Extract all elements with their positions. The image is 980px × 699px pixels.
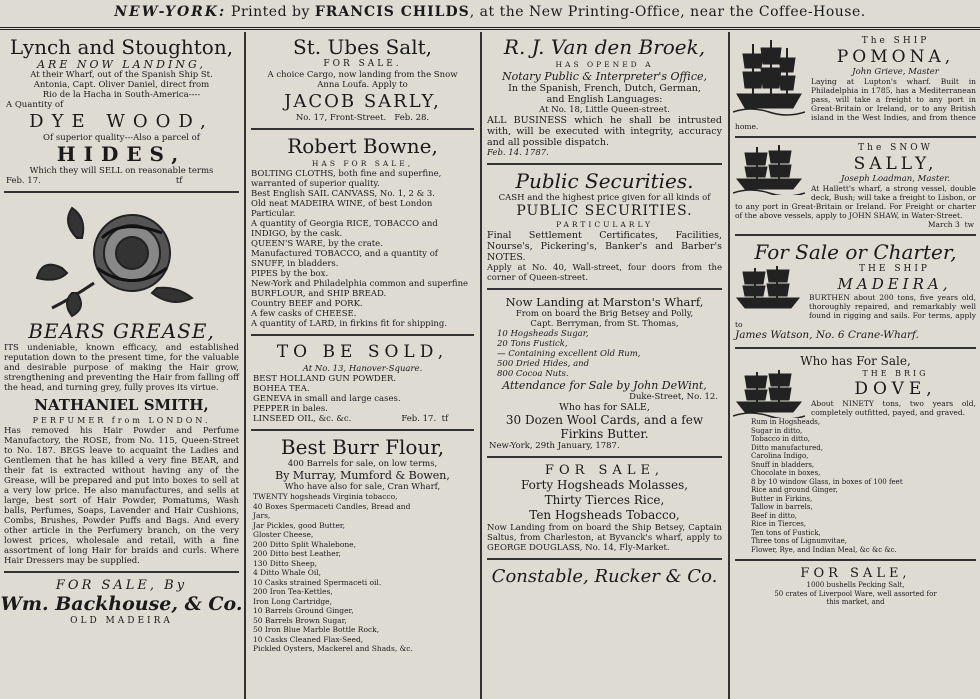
ad-line: Which they will SELL on reasonable terms — [29, 166, 214, 176]
ad-text: ITS undeniable, known efficacy, and established reputation down to the present time, for the valuable and desirable purpose of making the Hair grow, strengthening and preventing the Hair from falling off the head, and turning grey, fully proves its virtue. — [4, 343, 239, 393]
ad-line: 50 crates of Liverpool Ware, well assorted for — [774, 589, 937, 598]
ad-line: OLD MADEIRA — [70, 616, 173, 626]
rose-woodcut-icon — [32, 198, 212, 318]
ad-name: JACOB SARLY, — [284, 91, 441, 112]
ad-divider — [487, 558, 722, 560]
list-item — [253, 414, 472, 424]
ad-subtitle: THE BRIG — [862, 369, 929, 378]
ad-subtitle: PARTICULARLY — [556, 220, 653, 229]
list-item: 20 Tons Fustick, — [497, 339, 568, 349]
ad-title: BEARS GREASE, — [28, 319, 215, 343]
ad-text: Laying at Lupton's wharf. Built in Philadelphia in 1785, has a Mediterranean pass, will take a freight to any port in Great-Britain or Ireland, or to any British island in the West Indies, and from thence home. — [735, 77, 976, 131]
ad-title: Lynch and Stoughton, — [9, 36, 234, 59]
list-item: Butter in Firkins, — [751, 494, 813, 503]
column-3 — [483, 36, 726, 699]
list-item: BOHEA TEA. — [253, 384, 310, 394]
list-item: Tobacco in ditto, — [751, 435, 811, 443]
ad-mark: tf — [441, 414, 449, 424]
ship-woodcut-icon — [733, 368, 805, 418]
ad-item-list — [247, 374, 478, 424]
ad-title: FOR SALE, — [544, 463, 665, 478]
list-item: 800 Cocoa Nuts. — [497, 369, 569, 379]
ad-st-ubes-salt — [247, 36, 478, 123]
list-item: 200 Ditto Split Whalebone, — [253, 539, 356, 549]
ad-address: Duke-Street, No. 12. — [629, 392, 718, 402]
list-item: Carolina Indigo, — [751, 452, 809, 460]
column-2 — [247, 36, 478, 699]
ad-mark: tf — [175, 176, 183, 186]
ad-address: At No. 18, Little Queen-street. — [539, 105, 670, 115]
list-item: Sugar in ditto, — [751, 426, 803, 435]
ad-text: BURTHEN about 200 tons, five years old, thoroughly repaired, and remarkably well found in rigging and sails. For terms, apply to — [735, 293, 976, 329]
list-item: A quantity of Georgia RICE, TOBACCO and INDIGO, by the cask. — [251, 219, 438, 239]
ad-subtitle: FOR SALE, By — [55, 578, 188, 593]
list-item: 10 Casks strained Spermaceti oil. — [253, 577, 382, 587]
ad-dateline — [0, 176, 243, 186]
ad-address: No. 17, Front-Street. — [295, 113, 387, 123]
masthead-printer: FRANCIS CHILDS — [314, 4, 470, 20]
masthead-text: Printed by — [226, 4, 315, 20]
masthead-paper: NEW-YORK: — [114, 4, 227, 20]
ad-title: Wm. Backhouse, & Co. — [0, 593, 243, 615]
masthead — [0, 0, 980, 24]
ad-name: DOVE, — [854, 379, 937, 399]
list-item: 130 Ditto Sheep, — [253, 558, 318, 568]
list-item: 50 Iron Blue Marble Bottle Rock, — [253, 625, 380, 634]
list-item: Rice and ground Ginger, — [751, 486, 838, 494]
ad-text: ALL BUSINESS which he shall be intrusted with, will be executed with integrity, accuracy and all possible dispatch. — [487, 115, 722, 148]
list-item: 200 Iron Tea-Kettles, — [253, 587, 333, 596]
ad-line: Who have also for sale, Cran Wharf, — [284, 482, 441, 492]
list-item: PIPES by the box. — [251, 269, 329, 279]
ad-title: TO BE SOLD, — [276, 342, 449, 362]
ad-line: By Murray, Mumford & Bowen, — [275, 469, 450, 482]
list-item: 500 Dried Hides, and — [497, 359, 590, 369]
ad-madeira-charter — [731, 241, 980, 342]
list-item: Chocolate in boxes, — [751, 469, 821, 477]
ad-title: Best Burr Flour, — [280, 435, 445, 459]
list-item: 8 by 10 window Glass, in boxes of 100 feet — [751, 477, 903, 486]
ad-divider — [735, 234, 976, 236]
list-item: TWENTY hogsheads Virginia tobacco, — [253, 492, 398, 501]
ad-line: and English Languages: — [546, 94, 663, 105]
ad-line: Who has for SALE, — [559, 402, 650, 413]
ad-line: Thirty Tierces Rice, — [544, 493, 665, 507]
ad-snow-sally — [731, 143, 980, 229]
ad-date: Feb. 17. — [6, 176, 41, 186]
ad-address: Apply at No. 40, Wall-street, four doors from the corner of Queen-street. — [487, 263, 722, 283]
list-item: Manufactured TOBACCO, and a quantity of SNUFF, in bladders. — [251, 249, 438, 269]
ad-divider — [735, 347, 976, 349]
ad-date: Feb. 28. — [394, 113, 430, 123]
column-divider — [480, 32, 482, 699]
ad-text: Now Landing from on board the Ship Betsey, Captain Saltus, from Charleston, at Byvanck's wharf, apply to GEORGE DOUGLASS, No. 14, Fly-Market. — [487, 523, 722, 553]
ad-title: For Sale or Charter, — [754, 240, 957, 264]
ad-line: 1000 bushells Pecking Salt, — [806, 581, 905, 589]
list-item: Country BEEF and PORK. — [251, 299, 363, 309]
ad-product: DYE WOOD, — [29, 111, 214, 132]
list-item: Flower, Rye, and Indian Meal, &c &c &c. — [751, 545, 897, 554]
list-item: Jars, — [253, 511, 271, 520]
ad-line: Anna Loufa. Apply to — [317, 80, 408, 90]
masthead-text-2: , at the New Printing-Office, near the Coffee-House. — [469, 4, 866, 20]
ad-item-list — [247, 492, 478, 654]
ad-subtitle: THE SHIP — [859, 264, 930, 274]
ad-title: NATHANIEL SMITH, — [34, 396, 209, 414]
list-item: Ten tons of Fustick, — [751, 528, 821, 537]
ad-line: In the Spanish, French, Dutch, German, — [508, 83, 701, 94]
list-item: Beef in ditto, — [751, 511, 798, 520]
ad-text: At Hallett's wharf, a strong vessel, double deck, Bush; will take a freight to Lisbon, or to any port in Great-Britain or Ireland. For Freight or charter of the above vessels, apply to JOHN SHAW, in Water-Street. — [735, 184, 976, 220]
ad-title: R. J. Van den Broek, — [503, 36, 706, 59]
list-item: 10 Barrels Ground Ginger, — [253, 606, 354, 615]
list-item: Pickled Oysters, Mackerel and Shads, &c. — [253, 644, 413, 653]
ad-mark: tw — [964, 220, 974, 229]
ad-text: About NINETY tons, two years old, completely outfitted, payed, and graved. — [811, 399, 976, 417]
ad-title: Public Securities. — [515, 169, 694, 193]
ad-subtitle: The SHIP — [861, 36, 930, 46]
ad-item-list — [483, 329, 726, 379]
ad-agent: James Watson, No. 6 Crane-Wharf. — [735, 329, 919, 341]
list-item: Ditto manufactured, — [751, 443, 823, 452]
ad-line: this market, and — [826, 598, 885, 606]
list-item: 10 Casks Cleaned Flax-Seed, — [253, 634, 364, 644]
ad-line: A choice Cargo, now landing from the Snow — [267, 70, 458, 80]
ad-divider — [487, 288, 722, 290]
ad-lynch-stoughton — [0, 36, 243, 186]
ad-constable-rucker — [483, 565, 726, 588]
ad-subtitle: HAS OPENED A — [555, 60, 654, 69]
list-item: Rum in Hogsheads, — [751, 418, 821, 426]
ad-line: Capt. Berryman, from St. Thomas, — [530, 319, 679, 329]
ad-divider — [251, 429, 474, 431]
list-item: A quantity of LARD, in firkins fit for shipping. — [251, 319, 448, 329]
list-item: — Containing excellent Old Rum, — [497, 349, 641, 359]
ad-title: Now Landing at Marston's Wharf, — [505, 295, 704, 309]
list-item: GENEVA in small and large cases. — [253, 394, 401, 404]
column-divider — [244, 32, 246, 699]
ad-for-sale-molasses — [483, 463, 726, 553]
list-item: 10 Hogsheads Sugar, — [497, 329, 589, 339]
ad-product: HIDES, — [56, 142, 187, 166]
ad-for-sale-salt — [731, 566, 980, 607]
column-divider — [728, 32, 730, 699]
ad-line: Rio de la Hacha in South-America---- — [42, 90, 201, 100]
ad-public-securities — [483, 170, 726, 283]
ad-line: CASH and the highest price given for all kinds of — [498, 193, 711, 203]
ad-divider — [735, 559, 976, 561]
ad-line: Ten Hogsheads Tobacco, — [529, 508, 680, 522]
list-item: 50 Barrels Brown Sugar, — [253, 615, 347, 625]
ad-divider — [487, 163, 722, 165]
ad-line: Firkins Butter. — [560, 427, 649, 441]
list-item: QUEEN'S WARE, by the crate. — [251, 239, 383, 249]
ad-line: A Quantity of — [6, 100, 64, 110]
list-item: Best English SAIL CANVASS, No. 1, 2 & 3. — [251, 189, 436, 199]
ad-item-list — [247, 169, 478, 329]
ad-text: Final Settlement Certificates, Facilities, Nourse's, Pickering's, Banker's and Barber's NOTES. — [487, 230, 722, 263]
ad-bears-grease — [0, 320, 243, 566]
ad-line: At their Wharf, out of the Spanish Ship St. — [30, 70, 213, 80]
ad-ship-pomona — [731, 36, 980, 131]
ad-divider — [487, 456, 722, 458]
ad-line: From on board the Brig Betsey and Polly, — [515, 309, 694, 319]
list-item: 200 Ditto best Leather, — [253, 549, 341, 558]
ad-subtitle: The SNOW — [858, 143, 933, 153]
ad-to-be-sold — [247, 341, 478, 424]
column-4 — [731, 36, 980, 699]
ad-master: Joseph Loadman, Master. — [840, 174, 951, 184]
ad-divider — [251, 128, 474, 130]
ship-woodcut-icon — [733, 143, 805, 195]
masthead-rule — [0, 27, 980, 30]
ad-burr-flour — [247, 436, 478, 654]
ad-master: John Grieve, Master — [852, 67, 939, 77]
ad-date: March 3 — [927, 220, 960, 229]
column-1 — [0, 36, 243, 699]
ad-title: St. Ubes Salt, — [293, 36, 432, 59]
ad-date: Feb. 17. — [401, 414, 437, 424]
ad-title: SALLY, — [853, 154, 938, 174]
ad-item-list — [731, 418, 980, 554]
ad-divider — [4, 191, 239, 193]
list-item: 4 Ditto Whale Oil, — [253, 568, 322, 577]
list-item: PEPPER in bales. — [253, 404, 328, 414]
list-item: Jar Pickles, good Butter, — [253, 520, 346, 530]
ad-line: 30 Dozen Wool Cards, and a few — [505, 413, 704, 427]
ad-subtitle: PERFUMER from LONDON. — [32, 416, 211, 425]
ad-title: Robert Bowne, — [287, 134, 438, 158]
ad-address: At No. 13, Hanover-Square. — [302, 364, 423, 374]
ad-robert-bowne — [247, 135, 478, 329]
ad-divider — [251, 334, 474, 336]
ad-backhouse — [0, 578, 243, 627]
ad-line: Antonia, Capt. Oliver Daniel, direct from — [33, 80, 210, 90]
ad-date: Feb. 14. 1787. — [487, 148, 549, 158]
list-item: Tallow in barrels, — [751, 503, 813, 511]
list-item: Three tons of Lignumvitae, — [751, 537, 847, 545]
ad-title: Who has For Sale, — [800, 354, 911, 368]
list-item: Gloster Cheese, — [253, 530, 314, 539]
ad-text: Has removed his Hair Powder and Perfume Manufactory, the ROSE, from No. 115, Queen-Street to No. 187. BEGS leave to acquaint the Ladies and Gentlemen that he has killed a very fine BEAR, and their fat is extracted without having any of the Grease, will be prepared and put into boxes to sell at a very low price. He also manufactures, and sells at large, best sort of Hair Powder, Pomatums, Wash balls, Perfumes, Soaps, Lavender and Hair Cushions, Combs, Brushes, Powder Puffs and Bags. And every other article in the Perfumery branch, on the very lowest prices, wholesale and retail, with a fine assortment of long Hair for braids and curls. Where Hair Dressers may be supplied. — [4, 426, 239, 566]
ad-title: POMONA, — [836, 47, 955, 67]
list-item-text: LINSEED OIL, &c. &c. — [253, 414, 352, 424]
ad-divider — [4, 571, 239, 573]
ad-marstons-wharf — [483, 295, 726, 451]
ad-title: FOR SALE, — [800, 566, 911, 581]
ad-line: Forty Hogsheads Molasses, — [520, 478, 689, 492]
ad-title: Constable, Rucker & Co. — [491, 566, 718, 587]
ad-headline: PUBLIC SECURITIES. — [516, 203, 693, 219]
ad-name: MADEIRA, — [837, 275, 952, 293]
ad-subtitle: HAS FOR SALE, — [311, 159, 414, 168]
list-item: Rice in Tierces, — [751, 520, 807, 528]
list-item: BEST HOLLAND GUN POWDER. — [253, 374, 397, 384]
list-item: 40 Boxes Spermaceti Candles, Bread and — [253, 501, 411, 511]
ad-line: Of superior quality---Also a parcel of — [43, 133, 200, 143]
list-item: A few casks of CHEESE. — [251, 309, 357, 319]
list-item: Iron Long Cartridge, — [253, 596, 333, 606]
ship-woodcut-icon — [733, 36, 805, 116]
list-item: Old neat MADEIRA WINE, of best London Particular. — [251, 199, 433, 219]
ship-woodcut-icon — [733, 264, 803, 312]
list-item: BOLTING CLOTHS, both fine and superfine, warranted of superior quality. — [251, 169, 442, 189]
ad-subtitle: ARE NOW LANDING, — [37, 58, 206, 71]
list-item: New-York and Philadelphia common and superfine BURFLOUR, and SHIP BREAD. — [251, 279, 469, 299]
list-item: Snuff in bladders, — [751, 460, 815, 469]
ad-divider — [735, 136, 976, 138]
ad-line: Notary Public & Interpreter's Office, — [502, 70, 707, 83]
ad-date: New-York, 29th January, 1787. — [489, 441, 620, 451]
ad-subtitle: FOR SALE. — [323, 59, 402, 69]
ad-line: 400 Barrels for sale, on low terms, — [287, 459, 438, 469]
ad-brig-dove — [731, 354, 980, 554]
ad-line: Attendance for Sale by John DeWint, — [502, 379, 707, 392]
ad-van-den-broek — [483, 36, 726, 158]
